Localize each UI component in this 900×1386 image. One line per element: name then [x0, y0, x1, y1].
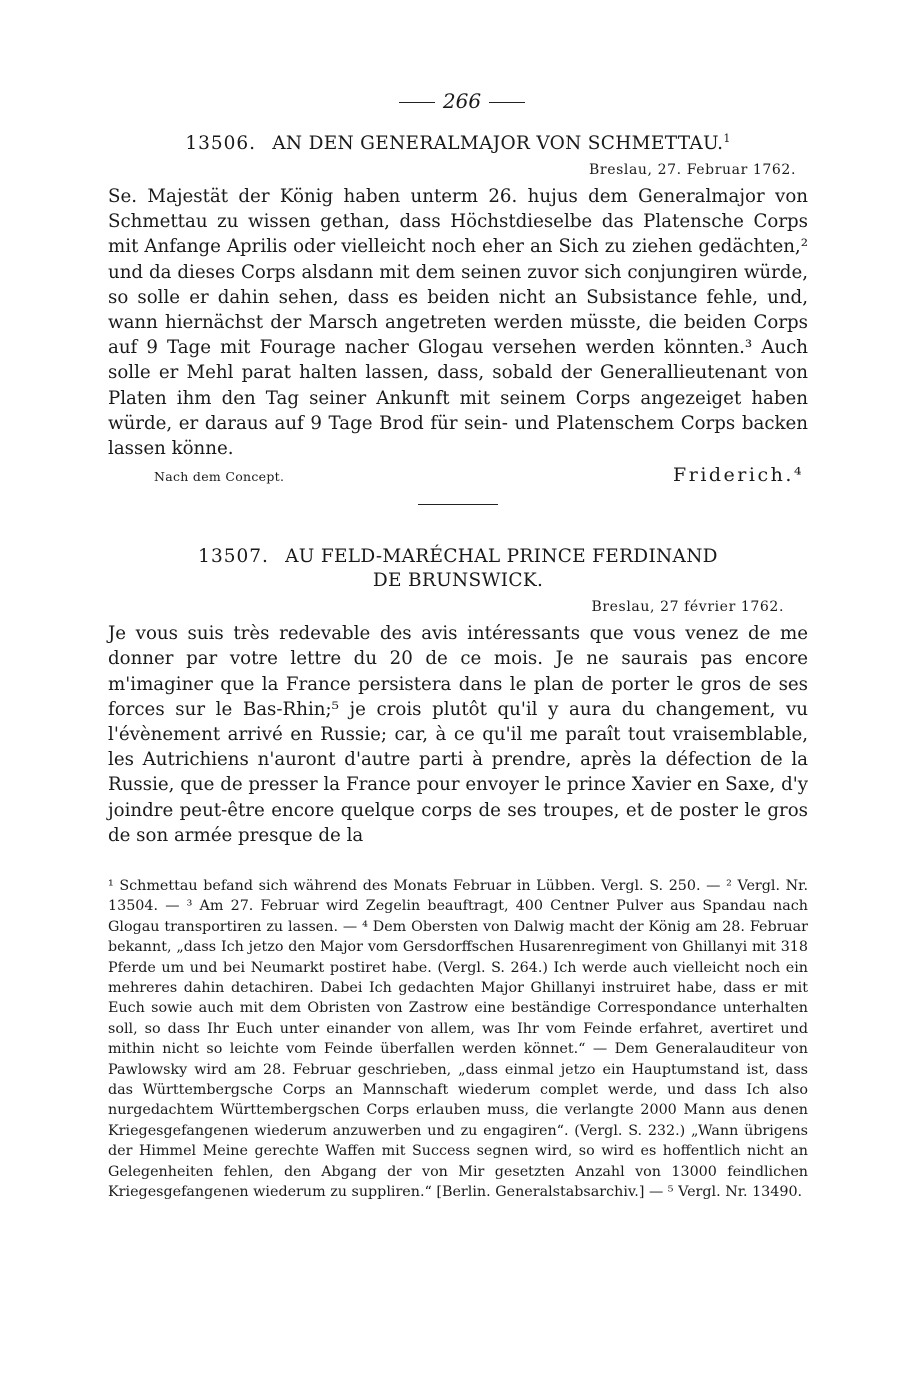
page-number-dash-right: [489, 102, 525, 103]
letter-13507-title: AU FELD-MARÉCHAL PRINCE FERDINAND: [285, 546, 718, 568]
page-number: [116, 88, 808, 114]
letter-13506-body: [108, 184, 808, 461]
page-number-value: 266: [442, 89, 482, 113]
letter-13507-title-line-2: DE BRUNSWICK.: [372, 570, 544, 592]
letter-13507-heading: [108, 545, 808, 593]
footnotes-text: ¹ Schmettau befand sich während des Monats Februar in Lübben. Vergl. S. 250. — ² Vergl. Nr. 13504. — ³ Am 27. Februar wird Zegelin beauftragt, 400 Centner Pulver aus Spandau nach Glogau transportiren zu lassen. — ⁴ Dem Obersten von Dalwig macht der König am 28. Februar bekannt, „dass Ich jetzo den Major vom Gersdorffschen Husarenregiment von Ghillanyi mit 318 Pferde um und bei Neumarkt postiret habe. (Vergl. S. 264.) Ich werde auch vielleicht noch ein mehreres dahin detachiren. Dabei Ich gedachten Major Ghillanyi instruiret habe, dass er mit Euch sowie auch mit dem Obristen von Zastrow eine beständige Correspondance unterhalten soll, so dass Ihr Euch unter einander von allem, was Ihr vom Feinde erfahret, avertiret und mithin nicht so leichte vom Feinde überfallen werden könnet.“ — Dem Generalauditeur von Pawlowsky wird am 28. Februar geschrieben, „dass einmal jetzo ein Hauptumstand ist, dass das Württembergsche Corps an Mannschaft wiederum complet werde, und dass Ich also nurgedachtem Württembergschen Corps erlauben muss, die verlangte 2000 Mann aus denen Kriegesgefangenen wiederum anzuwerben und zu engagiren“. (Vergl. S. 232.) „Wann übrigens der Himmel Meine gerechte Waffen mit Success segnen wird, so wird es hoffentlich nicht an Gelegenheiten fehlen, den Abgang der von Mir gesetzten Anzahl von 13000 feindlichen Kriegesgefangenen wiederum zu suppliren.“ [Berlin. Generalstabsarchiv.] — ⁵ Vergl. Nr. 13490.: [108, 878, 808, 1201]
letter-13506-closing: [108, 463, 808, 486]
letter-13506-title-note: 1: [723, 131, 731, 145]
letter-13506-number: 13506.: [185, 133, 257, 154]
letter-13506-source-note: Nach dem Concept.: [154, 469, 285, 485]
letter-13506-signature: Friderich.⁴: [673, 464, 804, 487]
letter-13506-paragraph: Se. Majestät der König haben unterm 26. hujus dem Generalmajor von Schmettau zu wissen gethan, dass Höchstdieselbe das Platensche Corps mit Anfange Aprilis oder vielleicht noch eher an Sich zu ziehen gedächten,² und da dieses Corps alsdann mit dem seinen zuvor sich conjungiren würde, so solle er dahin sehen, dass es beiden nicht an Subsistance fehle, und, wann hiernächst der Marsch angetreten werden müsste, die beiden Corps auf 9 Tage mit Fourage nacher Glogau versehen werden könnten.³ Auch solle er Mehl parat halten lassen, dass, sobald der Generallieutenant von Platen ihm den Tag seiner Ankunft mit seinem Corps angezeiget haben würde, er daraus auf 9 Tage Brod für sein- und Platenschem Corps backen lassen könne.: [108, 186, 808, 460]
page-number-dash-left: [399, 102, 435, 103]
letter-13507-dateline: Breslau, 27 février 1762.: [591, 599, 784, 616]
letter-13506-dateline: Breslau, 27. Februar 1762.: [589, 162, 796, 178]
letter-13507-body: [108, 621, 808, 848]
letter-13506-title: AN DEN GENERALMAJOR VON SCHMETTAU.: [272, 133, 724, 154]
letter-13506-heading: [108, 132, 808, 156]
letter-13507-paragraph: Je vous suis très redevable des avis intéressants que vous venez de me donner par votre lettre du 20 de ce mois. Je ne saurais pas encore m'imaginer que la France persistera dans le plan de porter le gros de ses forces sur le Bas-Rhin;⁵ je crois plutôt qu'il y aura du changement, vu l'évènement arrivé en Russie; car, à ce qu'il me paraît tout vraisemblable, les Autrichiens n'auront d'autre parti à prendre, après la défection de la Russie, que de presser la France pour envoyer le prince Xavier en Saxe, d'y joindre peut-être encore quelque corps de ses troupes, et de poster le gros de son armée presque de la: [108, 623, 808, 846]
letter-13507-title-line-1: [108, 545, 808, 569]
letter-separator: [418, 504, 498, 505]
letter-13507-number: 13507.: [198, 546, 269, 568]
footnotes: [108, 876, 808, 1203]
